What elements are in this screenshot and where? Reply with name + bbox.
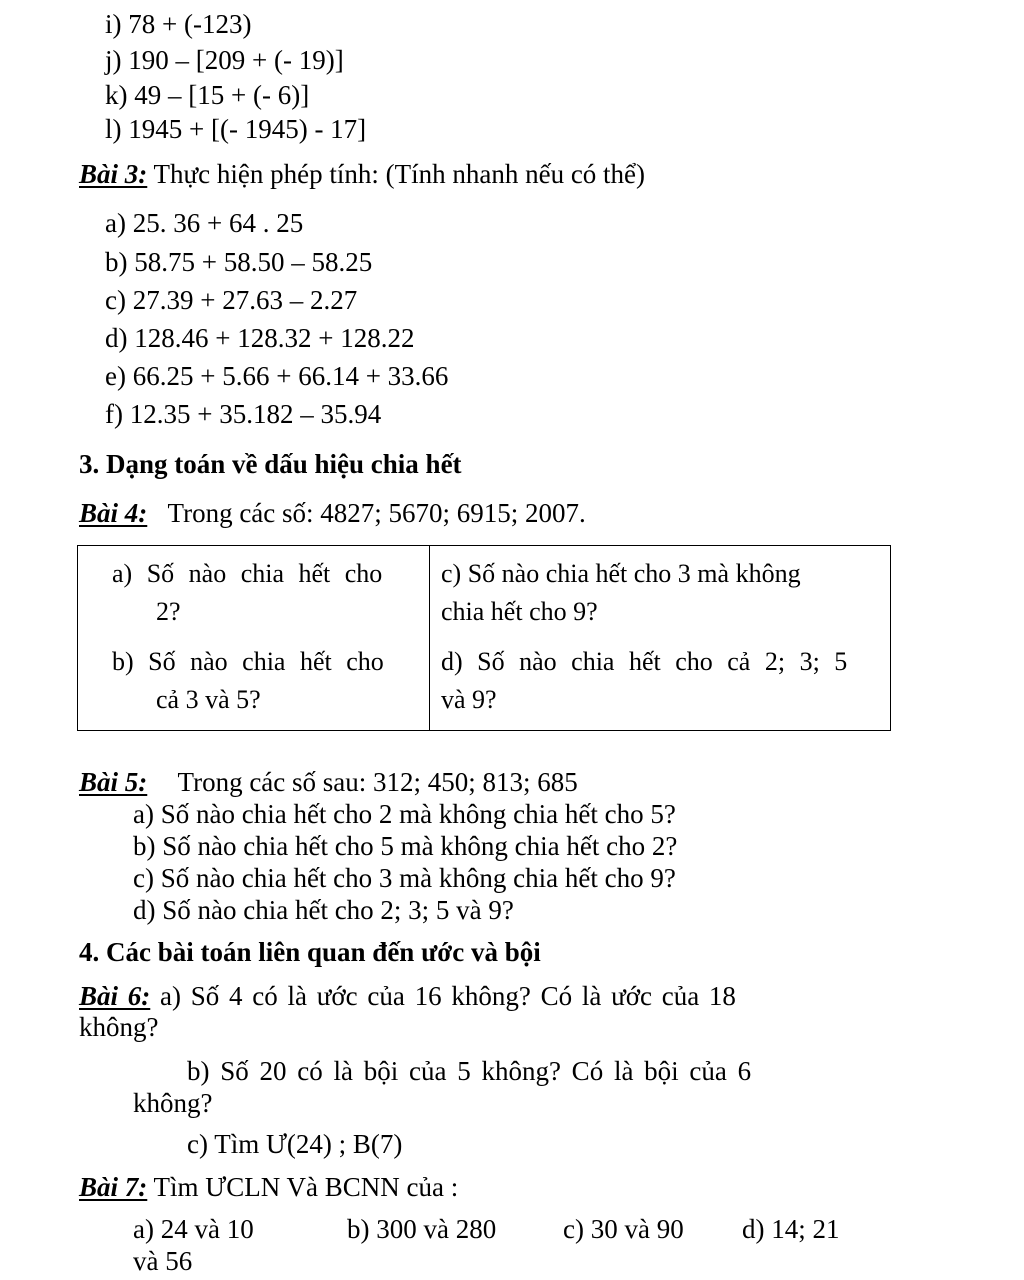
- cell-line: và 9?: [441, 685, 497, 714]
- item-j: [105, 44, 344, 76]
- table-cell-d: [431, 643, 890, 719]
- cell-line: c) Số nào chia hết cho 3 mà không: [441, 559, 801, 588]
- cell-line: b) Số nào chia hết cho: [112, 647, 384, 676]
- bai7-title: Bài 7:: [79, 1172, 148, 1202]
- item-expr: 25. 36 + 64 . 25: [132, 208, 304, 238]
- table-cell-a: [78, 555, 428, 631]
- bai3-instruction: Thực hiện phép tính: (Tính nhanh nếu có thể): [153, 159, 646, 189]
- bai3-header: [79, 158, 645, 190]
- table-cell-b: [78, 643, 428, 719]
- item-expr: 1945 + [(- 1945) - 17]: [128, 114, 367, 144]
- cell-line: d) Số nào chia hết cho cả 2; 3; 5: [441, 647, 848, 676]
- item-i: [105, 8, 251, 40]
- bai5-item-c: c) Số nào chia hết cho 3 mà không chia hết cho 9?: [133, 863, 676, 893]
- bai6-a-cont: không?: [79, 1012, 159, 1042]
- item-expr: 49 – [15 + (- 6)]: [134, 80, 310, 110]
- item-expr: 58.75 + 58.50 – 58.25: [134, 247, 373, 277]
- bai3-item-f: [105, 398, 381, 430]
- item-expr: 78 + (-123): [128, 9, 252, 39]
- bai6-b-cont: không?: [133, 1088, 213, 1118]
- item-label: e): [105, 361, 126, 391]
- item-label: k): [105, 80, 128, 110]
- item-label: c): [105, 285, 126, 315]
- bai7-header: [79, 1171, 458, 1203]
- bai5-text: Trong các số sau: 312; 450; 813; 685: [177, 767, 578, 797]
- table-cell-c: [431, 555, 890, 631]
- bai5-header: [79, 766, 578, 798]
- bai3-title: Bài 3:: [79, 159, 148, 189]
- bai3-item-d: [105, 322, 414, 354]
- bai6-a-text: a) Số 4 có là ước của 16 không? Có là ước của 18: [160, 981, 736, 1011]
- section3-heading: 3. Dạng toán về dấu hiệu chia hết: [79, 449, 462, 479]
- bai7-item-c: c) 30 và 90: [563, 1214, 684, 1244]
- item-expr: 66.25 + 5.66 + 66.14 + 33.66: [132, 361, 449, 391]
- cell-line: cả 3 và 5?: [156, 685, 261, 714]
- bai5-item-b: b) Số nào chia hết cho 5 mà không chia hết cho 2?: [133, 831, 678, 861]
- bai5-item-a: a) Số nào chia hết cho 2 mà không chia hết cho 5?: [133, 799, 676, 829]
- bai4-header: [79, 497, 586, 529]
- bai3-item-a: [105, 207, 303, 239]
- bai3-item-c: [105, 284, 357, 316]
- item-label: f): [105, 399, 123, 429]
- cell-line: 2?: [156, 597, 181, 626]
- bai4-text: Trong các số: 4827; 5670; 6915; 2007.: [167, 498, 586, 528]
- bai7-item-a: a) 24 và 10: [133, 1214, 254, 1244]
- bai4-table: [77, 545, 891, 731]
- bai7-text: Tìm ƯCLN Và BCNN của :: [153, 1172, 459, 1202]
- bai5-item-d: d) Số nào chia hết cho 2; 3; 5 và 9?: [133, 895, 514, 925]
- table-divider: [429, 546, 430, 730]
- item-expr: 190 – [209 + (- 19)]: [128, 45, 344, 75]
- item-label: j): [105, 45, 122, 75]
- item-label: d): [105, 323, 128, 353]
- bai4-title: Bài 4:: [79, 498, 148, 528]
- item-expr: 12.35 + 35.182 – 35.94: [129, 399, 382, 429]
- bai6-line-b: b) Số 20 có là bội của 5 không? Có là bội của 6: [187, 1056, 752, 1086]
- item-expr: 27.39 + 27.63 – 2.27: [132, 285, 358, 315]
- bai3-item-e: [105, 360, 448, 392]
- section4-heading: 4. Các bài toán liên quan đến ước và bội: [79, 937, 541, 967]
- bai6-line-a: [79, 980, 736, 1012]
- item-l: [105, 113, 366, 145]
- item-label: l): [105, 114, 122, 144]
- cell-line: chia hết cho 9?: [441, 597, 598, 626]
- bai6-line-c: c) Tìm Ư(24) ; B(7): [187, 1129, 403, 1159]
- cell-line: a) Số nào chia hết cho: [112, 559, 383, 588]
- bai6-title: Bài 6:: [79, 981, 151, 1011]
- item-label: b): [105, 247, 128, 277]
- item-expr: 128.46 + 128.32 + 128.22: [134, 323, 415, 353]
- bai7-item-b: b) 300 và 280: [347, 1214, 497, 1244]
- item-k: [105, 79, 309, 111]
- bai3-item-b: [105, 246, 372, 278]
- item-label: i): [105, 9, 122, 39]
- bai5-title: Bài 5:: [79, 767, 148, 797]
- bai7-item-d: d) 14; 21: [742, 1214, 840, 1244]
- item-label: a): [105, 208, 126, 238]
- bai7-item-d-cont: và 56: [133, 1246, 193, 1276]
